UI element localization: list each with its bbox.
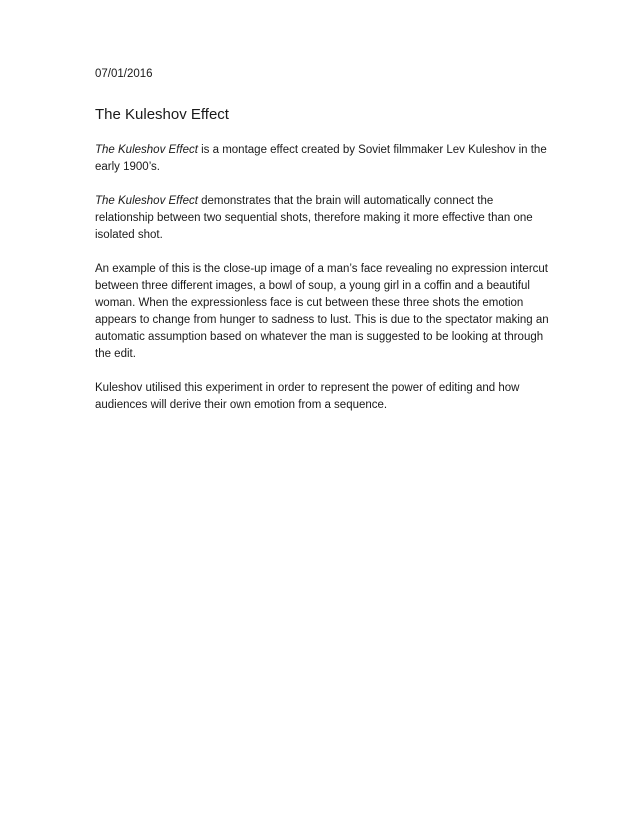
document-body	[95, 66, 555, 414]
paragraph-text: An example of this is the close-up image of a man’s face revealing no expression intercut between three different images, a bowl of soup, a young girl in a coffin and a beautiful woman. When the expressionless face is cut between these three shots the emotion appears to change from hunger to sadness to lust. This is due to the spectator making an automatic assumption based on whatever the man is suggested to be looking at through the edit.	[95, 263, 549, 360]
paragraph-lead-italic: The Kuleshov Effect	[95, 144, 198, 156]
paragraph-lead-italic: The Kuleshov Effect	[95, 195, 198, 207]
paragraph-text: demonstrates that the brain will automatically connect the relationship between two sequential shots, therefore making it more effective than one isolated shot.	[95, 195, 533, 241]
paragraph-text: is a montage effect created by Soviet filmmaker Lev Kuleshov in the early 1900’s.	[95, 144, 547, 173]
paragraph-demonstration	[95, 193, 555, 244]
document-title: The Kuleshov Effect	[95, 106, 229, 123]
paragraph-definition	[95, 142, 555, 176]
paragraph-example	[95, 261, 555, 363]
paragraph-conclusion	[95, 380, 555, 414]
document-date: 07/01/2016	[95, 68, 153, 80]
paragraph-text: Kuleshov utilised this experiment in order to represent the power of editing and how audiences will derive their own emotion from a sequence.	[95, 382, 520, 411]
